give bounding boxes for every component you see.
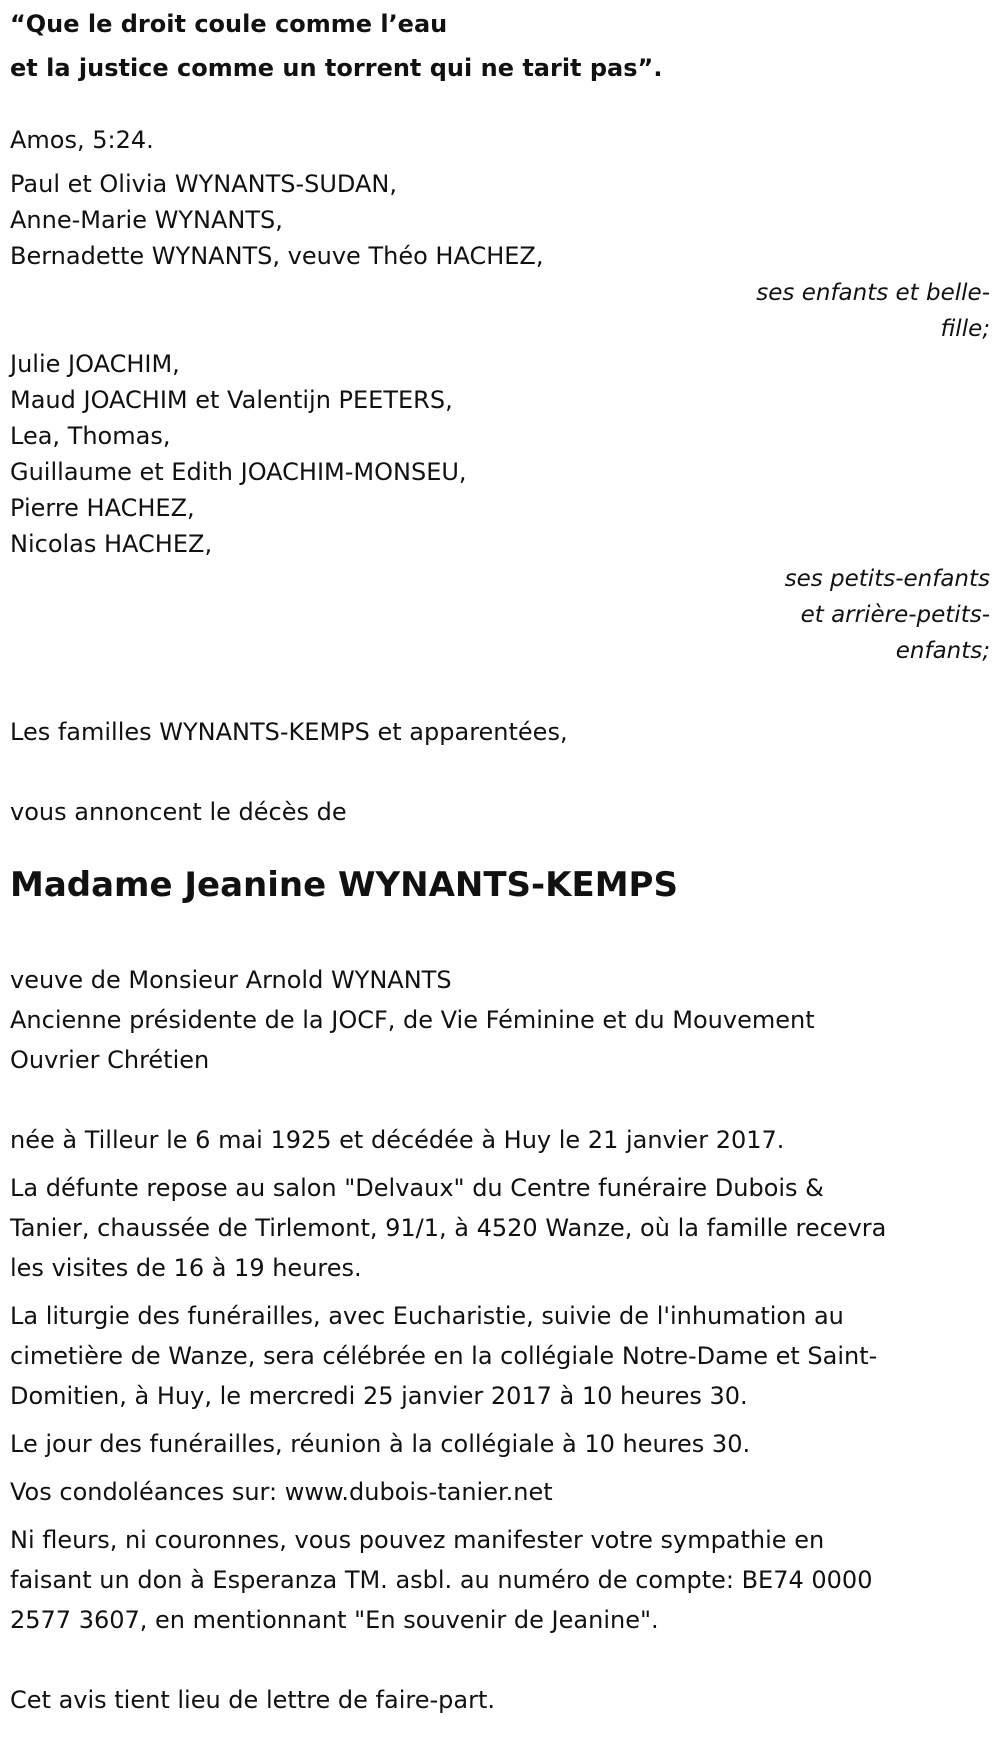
grandchild-name: Nicolas HACHEZ, — [10, 530, 213, 558]
liturgy-line-1: La liturgie des funérailles, avec Eucharistie, suivie de l'inhumation au — [10, 1302, 844, 1330]
closing-line: Cet avis tient lieu de lettre de faire-part. — [10, 1686, 495, 1714]
quote-line-2: et la justice comme un torrent qui ne tarit pas”. — [10, 54, 663, 82]
grandchild-name: Pierre HACHEZ, — [10, 494, 195, 522]
grandchild-name: Maud JOACHIM et Valentijn PEETERS, — [10, 386, 453, 414]
rest-line-3: les visites de 16 à 19 heures. — [10, 1254, 362, 1282]
liturgy-line-2: cimetière de Wanze, sera célébrée en la collégiale Notre-Dame et Saint- — [10, 1342, 878, 1370]
liturgy-line-3: Domitien, à Huy, le mercredi 25 janvier 2017 à 10 heures 30. — [10, 1382, 748, 1410]
rest-line-2: Tanier, chaussée de Tirlemont, 91/1, à 4520 Wanze, où la famille recevra — [10, 1214, 887, 1242]
rest-line-1: La défunte repose au salon "Delvaux" du Centre funéraire Dubois & — [10, 1174, 824, 1202]
condolences-line: Vos condoléances sur: www.dubois-tanier.net — [10, 1478, 553, 1506]
flowers-line-2: faisant un don à Esperanza TM. asbl. au numéro de compte: BE74 0000 — [10, 1566, 873, 1594]
child-name: Paul et Olivia WYNANTS-SUDAN, — [10, 170, 397, 198]
announce-line: vous annoncent le décès de — [10, 798, 347, 826]
flowers-line-3: 2577 3607, en mentionnant "En souvenir de Jeanine". — [10, 1606, 659, 1634]
grandchild-name: Guillaume et Edith JOACHIM-MONSEU, — [10, 458, 467, 486]
flowers-line-1: Ni fleurs, ni couronnes, vous pouvez manifester votre sympathie en — [10, 1526, 825, 1554]
grandchildren-role-line-2: et arrière-petits- — [800, 602, 990, 628]
child-name: Bernadette WYNANTS, veuve Théo HACHEZ, — [10, 242, 544, 270]
born-died-line: née à Tilleur le 6 mai 1925 et décédée à Huy le 21 janvier 2017. — [10, 1126, 785, 1154]
grandchildren-role-line-1: ses petits-enfants — [784, 566, 990, 592]
quote-line-1: “Que le droit coule comme l’eau — [10, 10, 448, 38]
grandchild-name: Julie JOACHIM, — [10, 350, 180, 378]
grandchildren-role-line-3: enfants; — [895, 638, 990, 664]
meeting-line: Le jour des funérailles, réunion à la collégiale à 10 heures 30. — [10, 1430, 751, 1458]
children-role-line-2: fille; — [940, 316, 990, 342]
children-role-line-1: ses enfants et belle- — [756, 280, 990, 306]
grandchild-name: Lea, Thomas, — [10, 422, 171, 450]
child-name: Anne-Marie WYNANTS, — [10, 206, 283, 234]
widow-of-line: veuve de Monsieur Arnold WYNANTS — [10, 966, 452, 994]
quote-reference: Amos, 5:24. — [10, 126, 154, 154]
deceased-role-line-2: Ouvrier Chrétien — [10, 1046, 210, 1074]
deceased-role-line-1: Ancienne présidente de la JOCF, de Vie Féminine et du Mouvement — [10, 1006, 815, 1034]
families-line: Les familles WYNANTS-KEMPS et apparentées, — [10, 718, 568, 746]
deceased-name: Madame Jeanine WYNANTS-KEMPS — [10, 865, 678, 905]
